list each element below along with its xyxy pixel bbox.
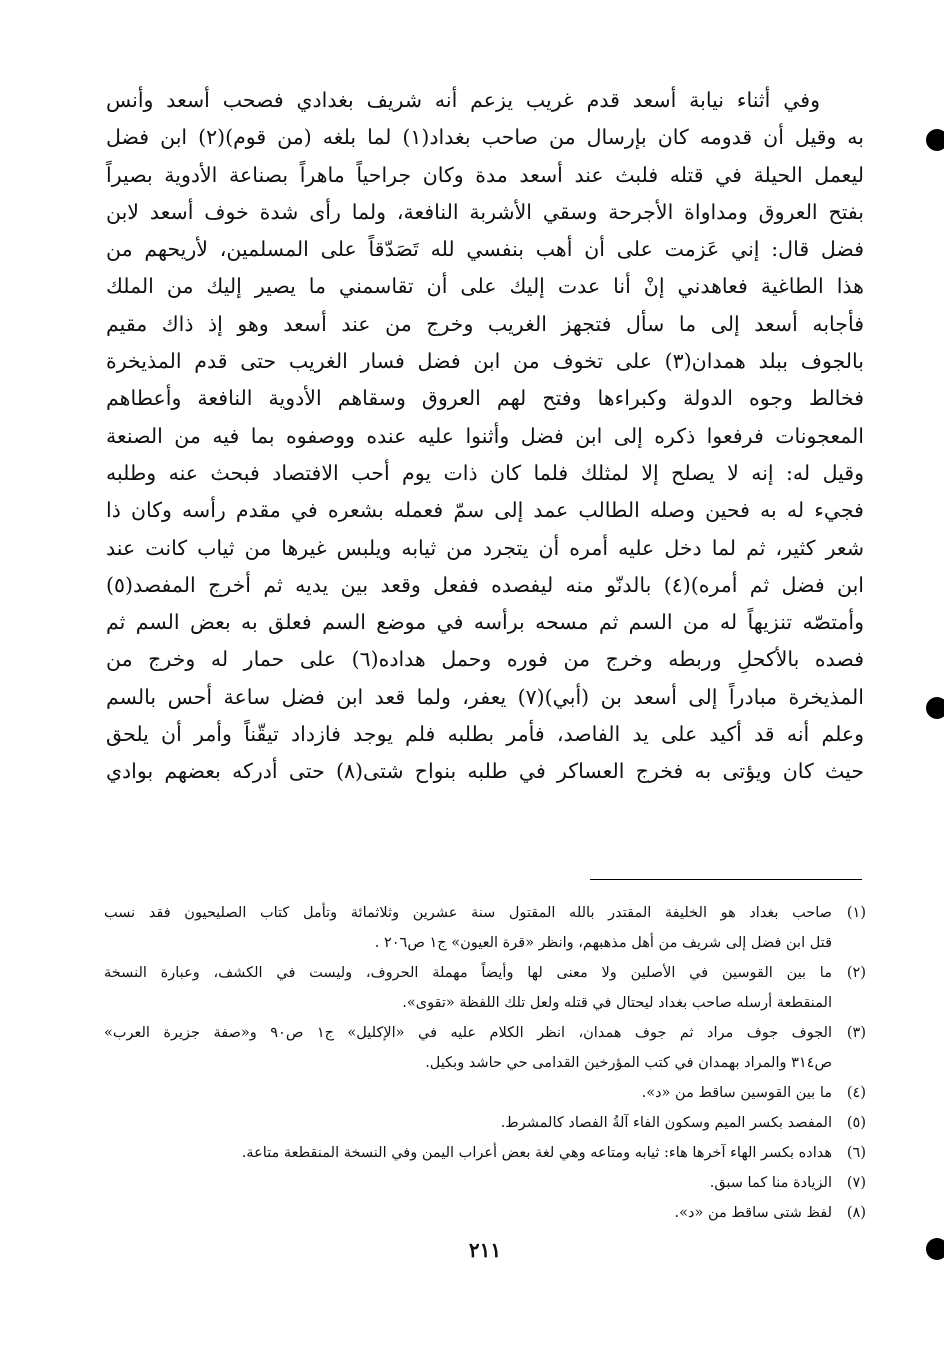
text-line: حيث كان ويؤتى به فخرج العساكر في طلبه بنواح شتى(٨) حتى أدركه بعضهم بوادي	[106, 759, 864, 784]
footnote-text: هداده بكسر الهاء آخرها هاء: ثيابه ومتاعه وهي لغة بعض أعراب اليمن وفي النسخة المنقطعة متاعة.	[241, 1145, 832, 1161]
text-line: فجيء له به فحين وصله الطالب عمد إلى سمّ فعمله بشعره في مقدم رأسه وكان ذا	[106, 498, 864, 523]
text-line: فصده بالأكحلِ وربطه وخرج من فوره وحمل هداده(٦) على حمار له وخرج من	[106, 647, 864, 672]
footnote	[104, 1078, 866, 1108]
footnote-text: ما بين القوسين في الأصلين ولا معنى لها وأيضاً مهملة الحروف، وليست في الكشف، وعبارة النسخة	[104, 965, 832, 981]
text-line: فأجابه أسعد إلى ما سأل فتجهز الغريب وخرج من عند أسعد وهو إذ ذاك مقيم	[106, 311, 864, 336]
footnote-text: الزيادة منا كما سبق.	[709, 1175, 832, 1191]
footnote	[104, 1198, 866, 1228]
text-line: فضل قال: إني عَزمت على أن أهب بنفسي لله تَصَدّقاً على المسلمين، لأريحهم من	[106, 237, 864, 262]
text-line: شعر كثير، ثم لما دخل عليه أمره أن يتجرد من ثيابه ويلبس غيرها من ثياب كانت عند	[106, 535, 864, 560]
text-line: به وقيل أن قدومه كان بإرسال من صاحب بغداد(١) لما بلغه (من قوم)(٢) ابن فضل	[106, 125, 865, 150]
footnote-text: ما بين القوسين ساقط من «د».	[641, 1085, 832, 1101]
footnote-number: (٤)	[846, 1085, 866, 1101]
text-line: بفتح العروق ومداواة الأجرحة وسقي الأشربة النافعة، ولما رأى شدة خوف أسعد لابن	[106, 199, 864, 224]
footnote-text: صاحب بغداد هو الخليفة المقتدر بالله المقتول سنة عشرين وثلاثمائة وتأمل كتاب الصليحيون فقد نسب	[104, 905, 832, 921]
footnote	[104, 1108, 866, 1138]
text-line: المذيخرة مبادراً إلى أسعد بن (أبي)(٧) يعفر، ولما قعد ابن فضل ساعة أحس بالسم	[106, 684, 864, 709]
footnote-text: المفصد بكسر الميم وسكون الفاء آلةُ الفصاد كالمشرط.	[500, 1115, 832, 1131]
footnote-text: المنقطعة أرسله صاحب بغداد ليحتال في قتله ولعل تلك اللفظة «تقوى».	[402, 995, 832, 1011]
footnote-number: (٥)	[846, 1115, 866, 1131]
punch-hole-top	[926, 129, 944, 151]
text-line: هذا الطاغية فعاهدني إنْ أنا عدت إليك على أن تقاسمني ما يصير إليك من الملك	[106, 274, 864, 299]
footnote-number: (٨)	[846, 1205, 866, 1221]
text-line: وفي أثناء نيابة أسعد قدم غريب يزعم أنه شريف بغدادي فصحب أسعد وأنس	[106, 88, 820, 112]
text-line: فخالط وجوه الدولة وكبراءها وفتح لهم العروق وسقاهم الأدوية النافعة وأعطاهم	[106, 386, 864, 411]
footnote-number: (٧)	[846, 1175, 866, 1191]
footnote	[104, 958, 866, 1018]
text-line: ابن فضل ثم أمره)(٤) بالدنّو منه ليفصده ففعل وقعد بين يديه ثم أخرج المفصد(٥)	[106, 572, 864, 597]
text-line: وقيل له: إنه لا يصلح إلا لمثلك فلما كان ذات يوم أحب الافتصاد فبحث عنه وطلبه	[106, 460, 864, 485]
text-line: وعلم أنه قد أكيد على يد الفاصد، فأمر بطلبه فلم يوجد فازداد تيقّناً وأمر أن يلحق	[106, 722, 864, 747]
footnote-number: (٢)	[846, 965, 866, 981]
text-line: وأمتصّه تنزيهاً له من السم ثم مسحه برأسه في موضع السم فعلق به بعض السم ثم	[106, 610, 864, 635]
footnote-text: لفظ شتى ساقط من «د».	[674, 1205, 832, 1221]
footnote	[104, 1138, 866, 1168]
footnote-number: (٦)	[846, 1145, 866, 1161]
footnote	[104, 898, 866, 958]
body-text	[106, 82, 864, 791]
text-line: بالجوف ببلد همدان(٣) على تخوف من ابن فضل فسار الغريب حتى قدم المذيخرة	[106, 349, 864, 374]
footnote-number: (٣)	[846, 1025, 866, 1041]
footnote-text: ص٣١٤ والمراد بهمدان في كتب المؤرخين القدامى حي حاشد وبكيل.	[425, 1055, 832, 1071]
page-number: ٢١١	[468, 1238, 502, 1262]
footnote-divider	[590, 879, 862, 880]
footnote-text: الجوف جوف مراد ثم جوف همدان، انظر الكلام عليه في «الإكليل» ج١ ص٩٠ و«صفة جزيرة العرب»	[104, 1025, 833, 1041]
footnote	[104, 1168, 866, 1198]
punch-hole-bottom	[926, 1238, 944, 1260]
text-line: المعجونات فرفعوا ذكره إلى ابن فضل وأثنوا عليه عنده ووصفوه بما فيه من الصنعة	[106, 423, 864, 448]
footnote-number: (١)	[846, 905, 866, 921]
footnotes	[104, 898, 866, 1228]
text-line: ليعمل الحيلة في قتله فلبث عند أسعد مدة وكان جراحياً ماهراً بصناعة الأدوية بصيراً	[106, 162, 864, 187]
footnote-text: قتل ابن فضل إلى شريف من أهل مذهبهم، وانظر «قرة العيون» ج١ ص٢٠٦ .	[374, 935, 832, 951]
footnote	[104, 1018, 866, 1078]
punch-hole-middle	[926, 697, 944, 719]
